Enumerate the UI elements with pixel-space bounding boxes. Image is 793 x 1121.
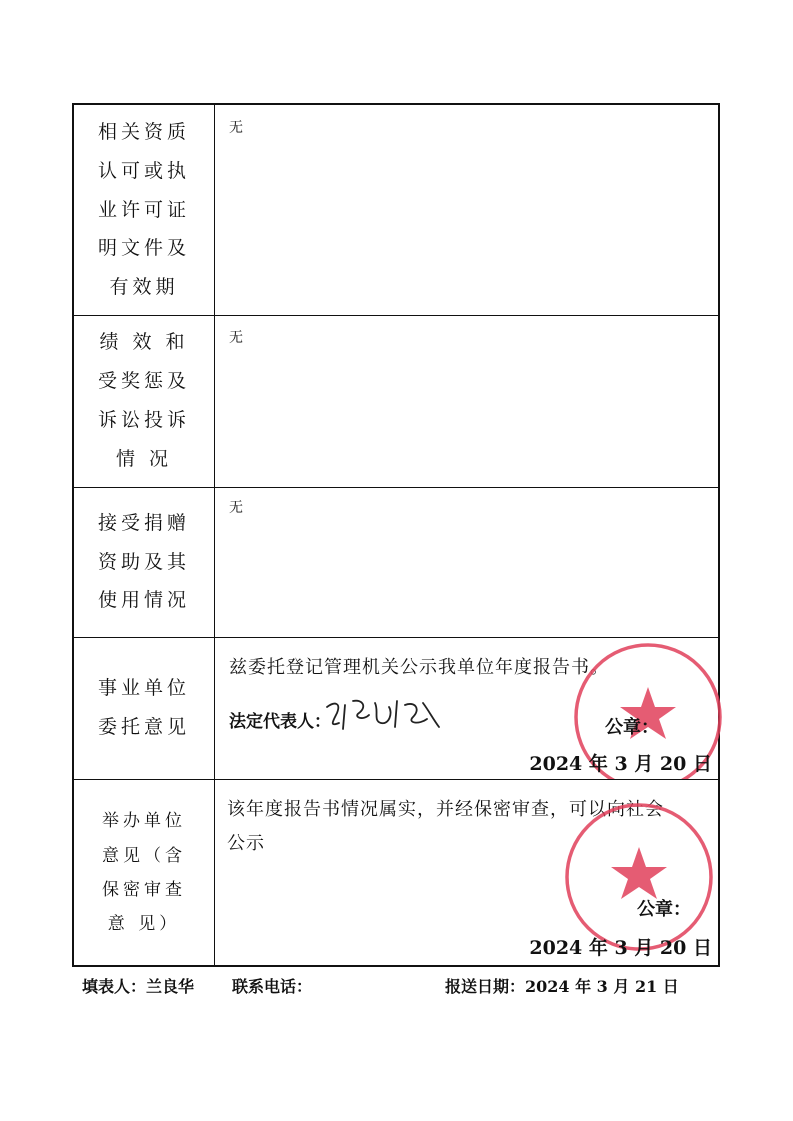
row-label [74,315,215,487]
report-date: 报送日期：2024 年 3 月 21 日 [445,977,679,996]
row-unit-opinion [74,637,718,780]
label-line: 诉讼投诉 [97,409,190,431]
official-seal-label: 公章： [605,717,659,738]
filler-name: 填表人：兰良华 [82,977,195,996]
entrustment-statement: 兹委托登记管理机关公示我单位年度报告书。 [229,657,609,678]
label-line: 委托意见 [97,716,190,738]
sponsor-statement-line2: 公示 [227,833,265,854]
label-line: 业许可证 [97,198,190,221]
label-line: 接受捐赠 [97,511,190,534]
legal-representative-label: 法定代表人： [229,712,331,732]
label-line: 相关资质 [97,121,190,143]
row-content [215,105,718,315]
row-label [74,487,215,637]
row-sponsor-opinion [74,779,718,967]
row-content [215,637,718,779]
education-bureau-seal-stamp [561,799,717,955]
label-line: 使用情况 [97,589,190,612]
label-line: 有效期 [109,276,179,299]
row-donations [74,487,718,638]
report-form-table [72,103,720,967]
label-line: 事业单位 [97,677,190,700]
label-line: 保密审查 [102,880,186,900]
label-line: 受奖惩及 [97,370,190,393]
unit-opinion-date: 2024 年 3 月 20 日 [529,753,712,775]
legal-representative-signature [323,693,443,735]
label-line: 绩 效 和 [99,331,189,354]
label-line: 认可或执 [97,159,190,182]
official-seal-label: 公章： [637,899,691,920]
row-qualifications [74,105,718,316]
content-text: 无 [229,120,243,136]
contact-phone-label: 联系电话： [232,977,313,996]
label-line: 资助及其 [97,550,190,573]
row-label [74,779,215,967]
label-line: 意 见） [107,914,181,935]
row-content [215,487,718,637]
content-text: 无 [229,330,243,346]
label-line: 举办单位 [102,811,186,832]
content-text: 无 [229,500,243,516]
row-content [215,779,718,967]
label-line: 明文件及 [97,237,190,260]
row-label [74,637,215,779]
label-line: 意见（含 [102,845,186,866]
sponsor-statement-line1: 该年度报告书情况属实，并经保密审查，可以向社会 [227,799,664,820]
row-performance [74,315,718,488]
label-line: 情 况 [115,447,173,470]
row-content [215,315,718,487]
sponsor-opinion-date: 2024 年 3 月 20 日 [529,937,712,959]
row-label [74,105,215,315]
